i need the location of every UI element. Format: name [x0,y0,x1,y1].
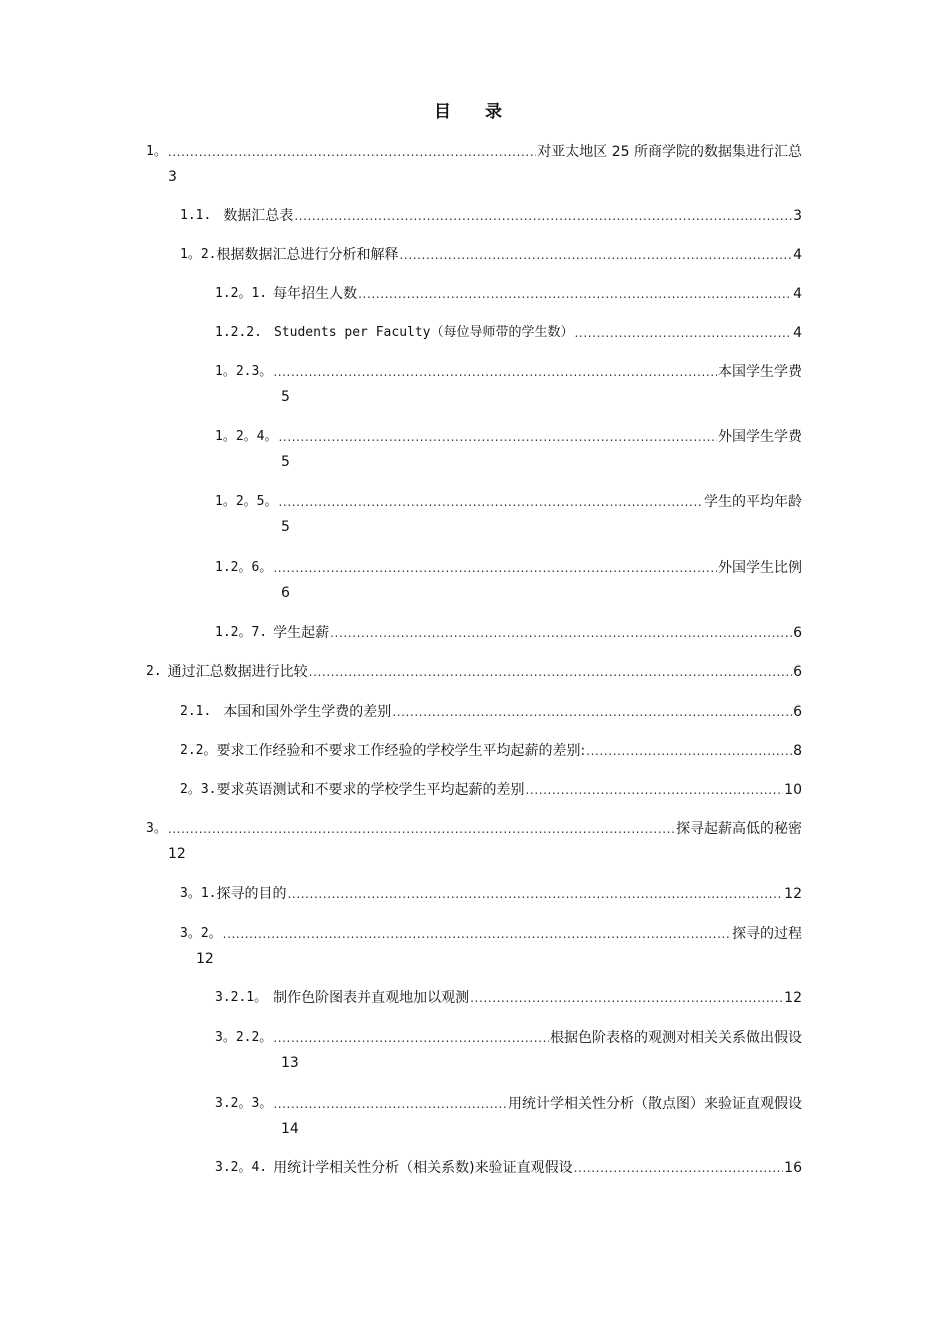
toc-entry[interactable] [215,1028,802,1073]
toc-entry[interactable] [215,323,802,343]
toc-page-number: 14 [281,1121,299,1137]
toc-number: 3。2.2。 [215,1030,273,1045]
toc-entry[interactable] [180,741,802,761]
toc-page-number: 5 [281,454,290,470]
toc-page-number: 3 [793,208,802,224]
toc-leader-dots [168,819,675,839]
toc-page-number: 12 [196,951,214,967]
toc-number: 1.2.2. [215,325,262,340]
toc-text: 通过汇总数据进行比较 [167,664,308,680]
toc-text: 用统计学相关性分析（散点图）来验证直观假设 [508,1096,802,1112]
toc-text: 本国和国外学生学费的差别 [223,704,392,720]
toc-page-number: 4 [793,247,802,263]
toc-entry[interactable] [180,924,802,969]
toc-number: 2.2。 [180,743,217,758]
toc-number: 1.2。6。 [215,560,273,575]
toc-number: 1。 [146,144,167,159]
toc-number: 2.1. [180,704,212,719]
toc-page-number: 6 [793,704,802,720]
toc-leader-dots [309,662,792,682]
toc-page-number: 16 [784,1160,802,1176]
toc-text: 探寻的过程 [732,926,802,942]
toc-leader-dots [586,741,792,761]
toc-number: 2. [146,664,162,679]
toc-text: 学生的平均年龄 [704,494,802,510]
toc-entry[interactable] [215,623,802,643]
toc-leader-dots [273,1028,549,1048]
toc-leader-dots [273,362,717,382]
toc-number: 1.2。1. [215,286,268,301]
toc-page-number: 3 [168,169,177,185]
toc-leader-dots [278,427,717,447]
toc-entry[interactable] [146,662,802,682]
toc-entry[interactable] [215,988,802,1008]
toc-leader-dots [330,623,792,643]
toc-text: 本国学生学费 [718,364,802,380]
toc-title: 目 录 [434,102,516,122]
toc-entry[interactable] [180,884,802,904]
toc-number: 3。2。 [180,926,222,941]
toc-entry[interactable] [215,492,802,537]
toc-number: 3。 [146,821,167,836]
toc-entry[interactable] [215,284,802,304]
toc-text: 学生起薪 [273,625,330,641]
toc-text: 根据数据汇总进行分析和解释 [216,247,399,263]
toc-page-number: 12 [784,886,802,902]
toc-entry[interactable] [215,1094,802,1139]
toc-number: 1.1. [180,208,212,223]
toc-leader-dots [168,142,536,162]
toc-leader-dots [223,924,731,944]
toc-entry[interactable] [180,245,802,265]
toc-leader-dots [294,206,792,226]
toc-text: 外国学生学费 [718,429,802,445]
toc-entry[interactable] [215,558,802,603]
toc-entry[interactable] [146,142,802,187]
toc-number: 3.2.1。 [215,990,268,1005]
toc-page-number: 6 [281,585,290,601]
toc-entry[interactable] [215,427,802,472]
toc-text: 外国学生比例 [718,560,802,576]
toc-number: 1。2.3。 [215,364,273,379]
toc-page-number: 5 [281,389,290,405]
toc-number: 2。3. [180,782,217,797]
toc-page-number: 8 [793,743,802,759]
toc-text: Students per Faculty（每位导师带的学生数） [273,325,574,340]
toc-page-number: 4 [793,286,802,302]
toc-text: 数据汇总表 [223,208,294,224]
toc-entry[interactable] [180,780,802,800]
toc-page-number: 13 [281,1055,299,1071]
toc-text: 根据色阶表格的观测对相关关系做出假设 [550,1030,802,1046]
toc-text: 每年招生人数 [273,286,358,302]
toc-entry[interactable] [180,206,802,226]
toc-number: 3.2。3。 [215,1096,273,1111]
toc-entry[interactable] [215,362,802,407]
toc-leader-dots [470,988,783,1008]
toc-text: 探寻起薪高低的秘密 [676,821,802,837]
toc-leader-dots [525,780,783,800]
toc-number: 1。2。5。 [215,494,278,509]
toc-leader-dots [278,492,703,512]
toc-number: 3.2。4. [215,1160,268,1175]
toc-page-number: 6 [793,664,802,680]
toc-leader-dots [287,884,783,904]
toc-number: 1.2。7. [215,625,268,640]
toc-page-number: 12 [784,990,802,1006]
toc-text: 对亚太地区 25 所商学院的数据集进行汇总 [537,144,802,160]
toc-entry[interactable] [180,702,802,722]
toc-entry[interactable] [146,819,802,864]
toc-page-number: 12 [168,846,186,862]
toc-text: 要求工作经验和不要求工作经验的学校学生平均起薪的差别: [216,743,586,759]
toc-page-number: 5 [281,519,290,535]
toc-leader-dots [358,284,792,304]
toc-page-number: 10 [784,782,802,798]
toc-leader-dots [273,558,717,578]
toc-page-number: 4 [793,325,802,341]
toc-text: 用统计学相关性分析（相关系数)来验证直观假设 [273,1160,573,1176]
toc-number: 1。2。4。 [215,429,278,444]
toc-leader-dots [574,1158,784,1178]
toc-text: 探寻的目的 [216,886,287,902]
toc-leader-dots [399,245,792,265]
toc-text: 要求英语测试和不要求的学校学生平均起薪的差别 [216,782,525,798]
toc-number: 1。2. [180,247,217,262]
toc-text: 制作色阶图表并直观地加以观测 [273,990,470,1006]
toc-entry[interactable] [215,1158,802,1178]
toc-page-number: 6 [793,625,802,641]
toc-leader-dots [273,1094,507,1114]
toc-number: 3。1. [180,886,217,901]
toc-leader-dots [392,702,792,722]
toc-leader-dots [575,323,793,343]
